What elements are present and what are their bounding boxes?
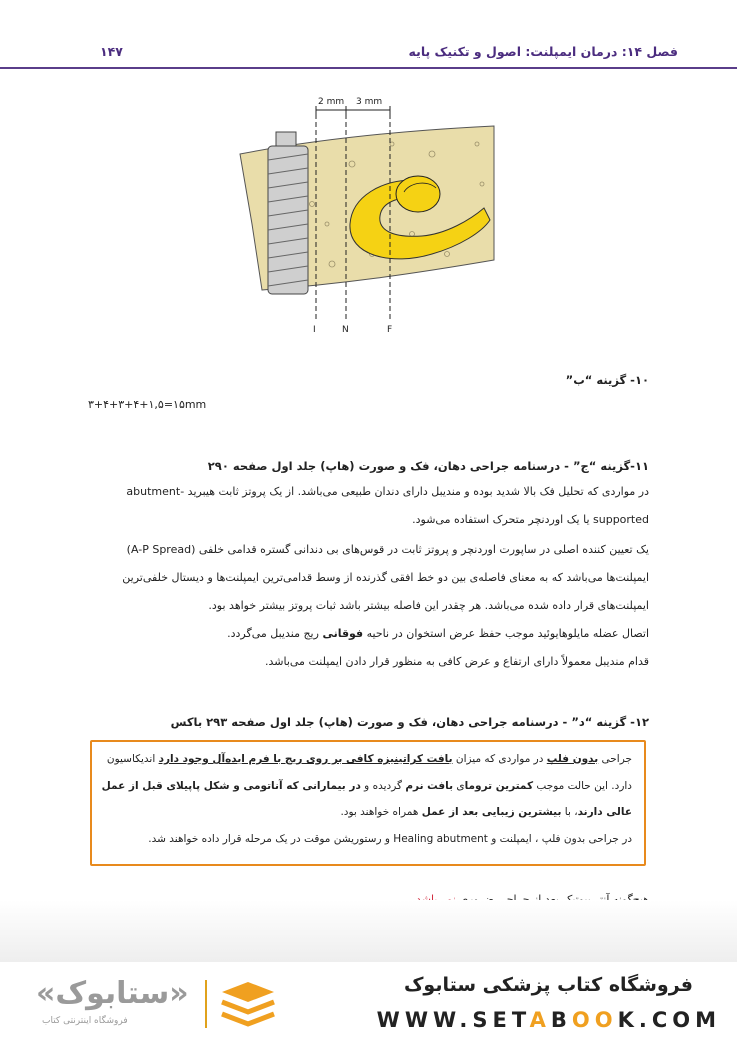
box-line-3 <box>102 805 632 820</box>
footer-separator <box>205 980 207 1028</box>
store-url[interactable] <box>377 1008 721 1032</box>
store-name: فروشگاه کتاب پزشکی ستابوک <box>403 974 693 996</box>
url-part-a: WWW.SET <box>376 1008 530 1032</box>
page-number: ۱۴۷ <box>100 44 123 59</box>
box-l2-e: گردیده و <box>360 780 406 792</box>
q11-heading: ۱۱-گزینه “ج” - درسنامه جراحی دهان، فک و صورت (هاپ) جلد اول صفحه ۲۹۰ <box>207 459 649 473</box>
q11-line-2: supported یا یک اوردنچر متحرک استفاده می‌شود. <box>412 513 649 526</box>
label-3mm: 3 mm <box>356 97 383 107</box>
box-l1-a: جراحی <box>598 753 632 765</box>
box-line-2 <box>102 779 632 794</box>
box-l3-b: ، با <box>561 806 578 818</box>
box-l2-d: بافت نرم <box>405 780 454 792</box>
q11-l6-part-a: اتصال عضله مایلوهایوئید موجب حفظ عرض استخوان در ناحیه <box>363 627 649 640</box>
q11-line-4: ایمپلنت‌ها می‌باشد که به معنای فاصله‌ی بین دو خط افقی گذرنده از وسط قدامی‌ترین ایمپلنت‌ها و دیستال خلفی‌ترین <box>122 571 649 584</box>
box-l3-a: عالی دارند <box>577 806 632 818</box>
url-part-e: K.COM <box>617 1008 721 1032</box>
url-part-b: A <box>529 1008 551 1032</box>
label-F: F <box>387 325 393 335</box>
box-l1-c: در مواردی که میزان <box>452 753 547 765</box>
q11-l6-part-c: ریج مندیبل می‌گردد. <box>227 627 323 640</box>
header-rule <box>0 67 737 69</box>
box-line-1 <box>102 752 632 767</box>
q10-formula: ۳+۴+۳+۴+۱,۵=۱۵mm <box>88 398 207 411</box>
book-stack-icon <box>218 980 278 1028</box>
q11-l6-bold: فوقانی <box>322 627 364 640</box>
q11-line-6 <box>89 626 649 642</box>
box-l1-b: بدون فلپ <box>546 753 599 765</box>
label-2mm: 2 mm <box>318 97 345 107</box>
q11-line-1: در مواردی که تحلیل فک بالا شدید بوده و مندیبل دارای دندان طبیعی می‌باشد. از یک پروتز ثابت هیبرید -abutment <box>126 485 649 498</box>
chapter-title: فصل ۱۴: درمان ایمپلنت: اصول و تکنیک پایه <box>408 44 678 59</box>
q11-line-7: قدام مندیبل معمولاً دارای ارتفاع و عرض کافی به منظور قرار دادن ایمپلنت می‌باشد. <box>264 655 649 668</box>
box-l1-d: بافت کراتینیزه کافی بر روی ریج با فرم ایده‌آل وجود دارد <box>158 753 453 765</box>
q12-heading: ۱۲- گزینه “د” - درسنامه جراحی دهان، فک و صورت (هاپ) جلد اول صفحه ۲۹۳ باکس <box>170 715 649 729</box>
box-line-4: در جراحی بدون فلپ ، ایمپلنت و Healing abutment و رستوریشن موقت در یک مرحله قرار داده خواهند شد. <box>148 833 632 845</box>
box-l1-e: اندیکاسیون <box>106 753 159 765</box>
implant-body <box>268 146 308 294</box>
implant-nerve-figure <box>232 84 502 336</box>
q11-line-3: یک تعیین کننده اصلی در ساپورت اوردنچر و پروتز ثابت در قوس‌های بی دندانی گستره قدامی خلفی (A-P Spread) <box>126 543 649 556</box>
footer-banner <box>0 962 737 1042</box>
box-l3-d: همراه خواهند بود. <box>340 806 422 818</box>
box-l2-c: ی <box>453 780 465 792</box>
label-I: I <box>313 325 316 335</box>
box-l3-c: بیشترین زیبایی بعد از عمل <box>421 806 562 818</box>
setabook-logo: «ستابوک» <box>36 976 189 1011</box>
box-l2-a: دارد. این حالت موجب <box>533 780 632 792</box>
q12-highlight-box <box>90 740 646 866</box>
url-part-d: OO <box>571 1008 618 1032</box>
q11-line-5: ایمپلنت‌های قرار داده شده می‌باشد. هر چقدر این فاصله بیشتر باشد ثبات پروتز بیشتر خواهد بود. <box>208 599 649 612</box>
url-part-c: B <box>550 1008 572 1032</box>
box-l2-f: در بیمارانی که آناتومی و شکل پاپیلای قبل از عمل <box>101 780 361 792</box>
box-l2-b: کمترین تروما <box>464 780 534 792</box>
footer-fade <box>0 900 737 962</box>
implant-head <box>276 132 296 146</box>
label-N: N <box>342 325 349 335</box>
page-header <box>58 40 678 68</box>
q10-heading: ۱۰- گزینه “ب” <box>565 373 649 387</box>
figure-svg <box>232 84 502 336</box>
vessel <box>396 176 440 212</box>
logo-subtitle: فروشگاه اینترنتی کتاب <box>42 1016 128 1026</box>
